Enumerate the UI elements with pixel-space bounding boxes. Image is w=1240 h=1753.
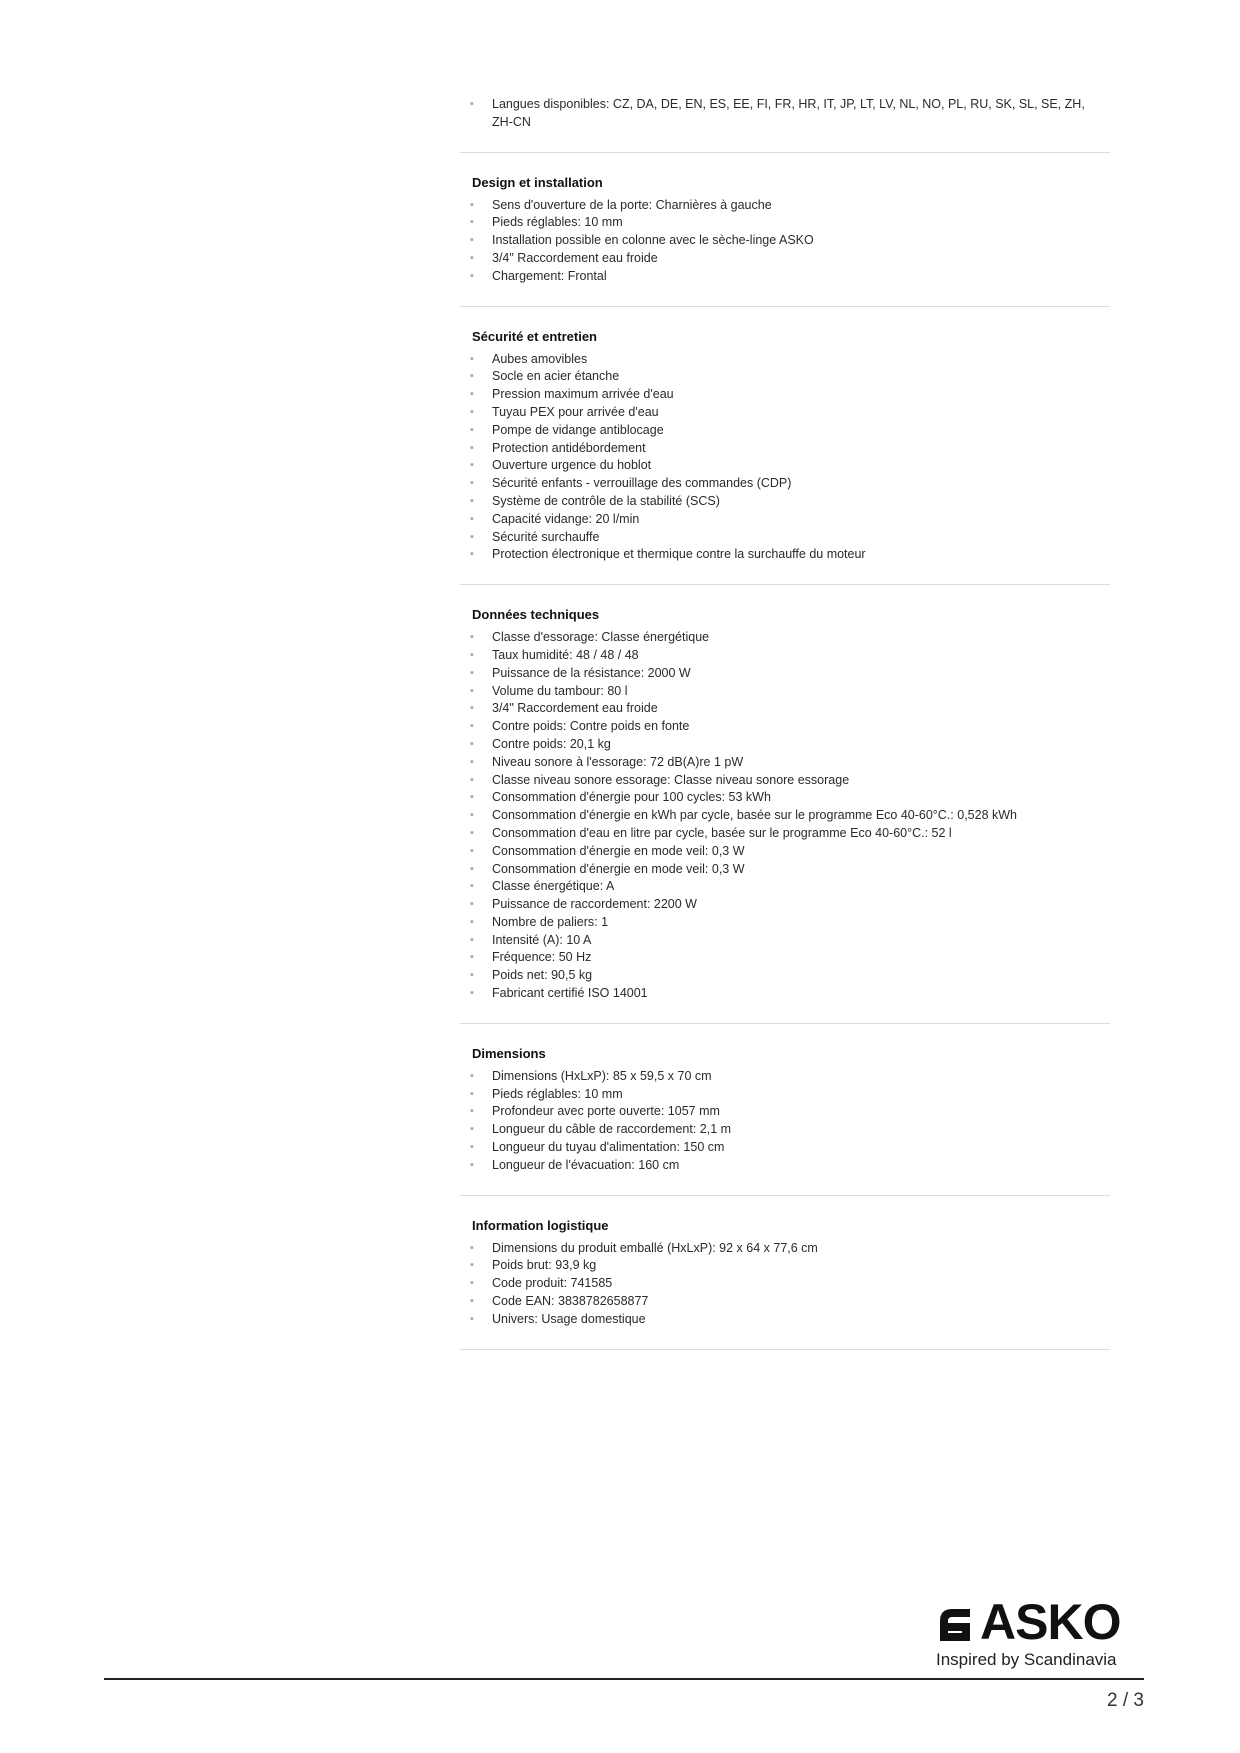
section-title: Données techniques bbox=[472, 607, 600, 623]
spec-item bbox=[460, 197, 1110, 215]
spec-item bbox=[460, 1121, 1110, 1139]
bullet-icon: ▪ bbox=[470, 969, 474, 982]
section-title: Sécurité et entretien bbox=[472, 328, 597, 344]
spec-item-text: Longueur de l'évacuation: 160 cm bbox=[492, 1157, 680, 1172]
spec-item-text: Fabricant certifié ISO 14001 bbox=[492, 986, 648, 1001]
brand-block bbox=[936, 1594, 1146, 1670]
bullet-icon: ▪ bbox=[470, 216, 474, 229]
spec-item-text: Poids net: 90,5 kg bbox=[492, 968, 593, 983]
bullet-icon: ▪ bbox=[470, 251, 474, 264]
spec-item bbox=[460, 700, 1110, 718]
spec-item bbox=[460, 736, 1110, 754]
spec-item-text: Protection électronique et thermique contre la surchauffe du moteur bbox=[492, 547, 866, 562]
spec-item-text: Consommation d'énergie en mode veil: 0,3 W bbox=[492, 843, 745, 858]
spec-item-text: Intensité (A): 10 A bbox=[492, 932, 592, 947]
spec-list bbox=[460, 351, 1110, 565]
spec-item-text: Taux humidité: 48 / 48 / 48 bbox=[492, 647, 639, 662]
bullet-icon: ▪ bbox=[470, 915, 474, 928]
bullet-icon: ▪ bbox=[470, 844, 474, 857]
spec-item-text: Sens d'ouverture de la porte: Charnières à gauche bbox=[492, 197, 772, 212]
bullet-icon: ▪ bbox=[470, 987, 474, 1000]
bullet-icon: ▪ bbox=[470, 1259, 474, 1272]
bullet-icon: ▪ bbox=[470, 702, 474, 715]
spec-item bbox=[460, 422, 1110, 440]
spec-item bbox=[460, 647, 1110, 665]
bullet-icon: ▪ bbox=[470, 1105, 474, 1118]
spec-item-text: Classe niveau sonore essorage: Classe niveau sonore essorage bbox=[492, 772, 850, 787]
bullet-icon: ▪ bbox=[470, 1123, 474, 1136]
spec-item-text: Aubes amovibles bbox=[492, 351, 588, 366]
spec-item bbox=[460, 493, 1110, 511]
spec-item-text: Sécurité surchauffe bbox=[492, 529, 600, 544]
bullet-icon: ▪ bbox=[470, 1241, 474, 1254]
spec-item bbox=[460, 546, 1110, 564]
bullet-icon: ▪ bbox=[470, 423, 474, 436]
spec-item-text: Chargement: Frontal bbox=[492, 268, 607, 283]
spec-item bbox=[460, 843, 1110, 861]
spec-item-text: Longueur du tuyau d'alimentation: 150 cm bbox=[492, 1140, 725, 1155]
spec-item bbox=[460, 368, 1110, 386]
spec-item bbox=[460, 772, 1110, 790]
spec-item-text: Capacité vidange: 20 l/min bbox=[492, 511, 640, 526]
spec-item bbox=[460, 1157, 1110, 1175]
spec-item-text: Tuyau PEX pour arrivée d'eau bbox=[492, 404, 659, 419]
bullet-icon: ▪ bbox=[470, 1069, 474, 1082]
spec-list bbox=[460, 629, 1110, 1003]
bullet-icon: ▪ bbox=[470, 370, 474, 383]
logo-wordmark: ASKO bbox=[980, 1594, 1121, 1650]
section-divider bbox=[460, 152, 1110, 153]
spec-item bbox=[460, 250, 1110, 268]
spec-item bbox=[460, 914, 1110, 932]
spec-item-text: Dimensions du produit emballé (HxLxP): 92 x 64 x 77,6 cm bbox=[492, 1240, 818, 1255]
spec-item bbox=[460, 932, 1110, 950]
bullet-icon: ▪ bbox=[470, 1158, 474, 1171]
bullet-icon: ▪ bbox=[470, 666, 474, 679]
spec-item bbox=[460, 1257, 1110, 1275]
spec-item bbox=[460, 214, 1110, 232]
spec-item-text: 3/4" Raccordement eau froide bbox=[492, 701, 658, 716]
bullet-icon: ▪ bbox=[470, 388, 474, 401]
spec-item bbox=[460, 1240, 1110, 1258]
asko-logo bbox=[936, 1594, 1146, 1650]
spec-item bbox=[460, 440, 1110, 458]
bullet-icon: ▪ bbox=[470, 1295, 474, 1308]
spec-item bbox=[460, 629, 1110, 647]
spec-item-text: Contre poids: Contre poids en fonte bbox=[492, 719, 690, 734]
spec-item bbox=[460, 529, 1110, 547]
spec-item-text: Consommation d'énergie en kWh par cycle, basée sur le programme Eco 40-60°C.: 0,528 kWh bbox=[492, 808, 1017, 823]
bullet-icon: ▪ bbox=[470, 352, 474, 365]
spec-item-text: Ouverture urgence du hoblot bbox=[492, 458, 652, 473]
spec-item-text: Dimensions (HxLxP): 85 x 59,5 x 70 cm bbox=[492, 1068, 712, 1083]
section-divider bbox=[460, 1349, 1110, 1350]
spec-list bbox=[460, 197, 1110, 286]
spec-item-text: Longueur du câble de raccordement: 2,1 m bbox=[492, 1122, 732, 1137]
section-title: Dimensions bbox=[472, 1045, 546, 1061]
spec-item bbox=[460, 457, 1110, 475]
spec-item-text: Installation possible en colonne avec le sèche-linge ASKO bbox=[492, 233, 814, 248]
spec-item bbox=[460, 665, 1110, 683]
spec-item-text: Pompe de vidange antiblocage bbox=[492, 422, 664, 437]
spec-section bbox=[460, 1218, 1110, 1350]
spec-item bbox=[460, 511, 1110, 529]
asko-mark-icon bbox=[936, 1603, 974, 1641]
spec-item-text: Profondeur avec porte ouverte: 1057 mm bbox=[492, 1104, 720, 1119]
bullet-icon: ▪ bbox=[470, 648, 474, 661]
bullet-icon: ▪ bbox=[470, 880, 474, 893]
bullet-icon: ▪ bbox=[470, 512, 474, 525]
bullet-icon: ▪ bbox=[470, 898, 474, 911]
spec-item bbox=[460, 878, 1110, 896]
spec-item-text: Pieds réglables: 10 mm bbox=[492, 1086, 623, 1101]
spec-item bbox=[460, 1103, 1110, 1121]
spec-item-text: Sécurité enfants - verrouillage des commandes (CDP) bbox=[492, 476, 792, 491]
section-divider bbox=[460, 1195, 1110, 1196]
spec-item-text: Code EAN: 3838782658877 bbox=[492, 1294, 649, 1309]
spec-content bbox=[460, 96, 1110, 1372]
spec-section bbox=[460, 175, 1110, 307]
spec-item-text: Volume du tambour: 80 l bbox=[492, 683, 628, 698]
spec-item bbox=[460, 386, 1110, 404]
bullet-icon: ▪ bbox=[470, 1312, 474, 1325]
spec-item bbox=[460, 351, 1110, 369]
spec-item-text: Classe énergétique: A bbox=[492, 879, 615, 894]
page-number: 2 / 3 bbox=[1107, 1690, 1144, 1711]
spec-section bbox=[460, 329, 1110, 586]
bullet-icon: ▪ bbox=[470, 737, 474, 750]
spec-item-text: Puissance de raccordement: 2200 W bbox=[492, 897, 697, 912]
spec-item bbox=[460, 789, 1110, 807]
spec-item-text: Classe d'essorage: Classe énergétique bbox=[492, 630, 710, 645]
bullet-icon: ▪ bbox=[470, 773, 474, 786]
spec-item-text: Fréquence: 50 Hz bbox=[492, 950, 592, 965]
bullet-icon: ▪ bbox=[470, 791, 474, 804]
spec-section bbox=[460, 607, 1110, 1024]
spec-list bbox=[460, 1068, 1110, 1175]
bullet-icon: ▪ bbox=[470, 951, 474, 964]
spec-item bbox=[460, 896, 1110, 914]
spec-item-text: Niveau sonore à l'essorage: 72 dB(A)re 1 pW bbox=[492, 754, 744, 769]
spec-item bbox=[460, 807, 1110, 825]
section-title: Design et installation bbox=[472, 174, 603, 190]
spec-item bbox=[460, 718, 1110, 736]
spec-item-text: Contre poids: 20,1 kg bbox=[492, 736, 611, 751]
spec-item bbox=[460, 475, 1110, 493]
brand-tagline: Inspired by Scandinavia bbox=[936, 1650, 1117, 1669]
spec-list bbox=[460, 1240, 1110, 1329]
bullet-icon: ▪ bbox=[470, 459, 474, 472]
spec-item-text: Poids brut: 93,9 kg bbox=[492, 1258, 597, 1273]
spec-item bbox=[460, 232, 1110, 250]
bullet-icon: ▪ bbox=[470, 477, 474, 490]
section-title: Information logistique bbox=[472, 1217, 609, 1233]
spec-item bbox=[460, 404, 1110, 422]
spec-item bbox=[460, 1086, 1110, 1104]
bullet-icon: ▪ bbox=[470, 269, 474, 282]
bullet-icon: ▪ bbox=[470, 494, 474, 507]
spec-item-text: Pieds réglables: 10 mm bbox=[492, 215, 623, 230]
spec-item-text: Consommation d'eau en litre par cycle, basée sur le programme Eco 40-60°C.: 52 l bbox=[492, 825, 952, 840]
spec-item bbox=[460, 1311, 1110, 1329]
bullet-icon: ▪ bbox=[470, 826, 474, 839]
spec-item-text: Nombre de paliers: 1 bbox=[492, 914, 609, 929]
spec-item bbox=[460, 967, 1110, 985]
spec-item-text: Pression maximum arrivée d'eau bbox=[492, 387, 674, 402]
bullet-icon: ▪ bbox=[470, 548, 474, 561]
bullet-icon: ▪ bbox=[470, 720, 474, 733]
spec-item bbox=[460, 1293, 1110, 1311]
section-divider bbox=[460, 1023, 1110, 1024]
bullet-icon: ▪ bbox=[470, 530, 474, 543]
spec-item bbox=[460, 268, 1110, 286]
spec-item bbox=[460, 1275, 1110, 1293]
bullet-icon: ▪ bbox=[470, 1087, 474, 1100]
spec-item bbox=[460, 949, 1110, 967]
bullet-icon: ▪ bbox=[470, 684, 474, 697]
spec-item bbox=[460, 1139, 1110, 1157]
spec-item-text: Langues disponibles: CZ, DA, DE, EN, ES, EE, FI, FR, HR, IT, JP, LT, LV, NL, NO, PL, RU, SK, SL, SE, ZH, ZH-CN bbox=[492, 97, 1085, 129]
bullet-icon: ▪ bbox=[470, 755, 474, 768]
bullet-icon: ▪ bbox=[470, 405, 474, 418]
spec-item bbox=[460, 985, 1110, 1003]
bullet-icon: ▪ bbox=[470, 933, 474, 946]
spec-item-text: 3/4" Raccordement eau froide bbox=[492, 250, 658, 265]
spec-item-text: Univers: Usage domestique bbox=[492, 1311, 646, 1326]
section-divider bbox=[460, 584, 1110, 585]
spec-list bbox=[460, 96, 1110, 132]
bullet-icon: ▪ bbox=[470, 809, 474, 822]
bullet-icon: ▪ bbox=[470, 98, 474, 110]
bullet-icon: ▪ bbox=[470, 234, 474, 247]
bullet-icon: ▪ bbox=[470, 862, 474, 875]
spec-section bbox=[460, 1046, 1110, 1196]
spec-item-text: Consommation d'énergie en mode veil: 0,3 W bbox=[492, 861, 745, 876]
spec-item bbox=[460, 754, 1110, 772]
spec-item bbox=[460, 96, 1110, 132]
bullet-icon: ▪ bbox=[470, 631, 474, 644]
bullet-icon: ▪ bbox=[470, 1277, 474, 1290]
spec-item-text: Socle en acier étanche bbox=[492, 369, 620, 384]
spec-item-text: Code produit: 741585 bbox=[492, 1276, 613, 1291]
spec-sections bbox=[460, 96, 1110, 1350]
spec-section bbox=[460, 96, 1110, 153]
spec-item-text: Consommation d'énergie pour 100 cycles: 53 kWh bbox=[492, 790, 771, 805]
bullet-icon: ▪ bbox=[470, 198, 474, 211]
bullet-icon: ▪ bbox=[470, 1141, 474, 1154]
footer-divider bbox=[104, 1678, 1144, 1680]
spec-item bbox=[460, 861, 1110, 879]
spec-item bbox=[460, 683, 1110, 701]
spec-item-text: Puissance de la résistance: 2000 W bbox=[492, 665, 691, 680]
section-divider bbox=[460, 306, 1110, 307]
spec-item-text: Système de contrôle de la stabilité (SCS) bbox=[492, 493, 720, 508]
spec-item-text: Protection antidébordement bbox=[492, 440, 646, 455]
bullet-icon: ▪ bbox=[470, 441, 474, 454]
spec-item bbox=[460, 825, 1110, 843]
spec-item bbox=[460, 1068, 1110, 1086]
